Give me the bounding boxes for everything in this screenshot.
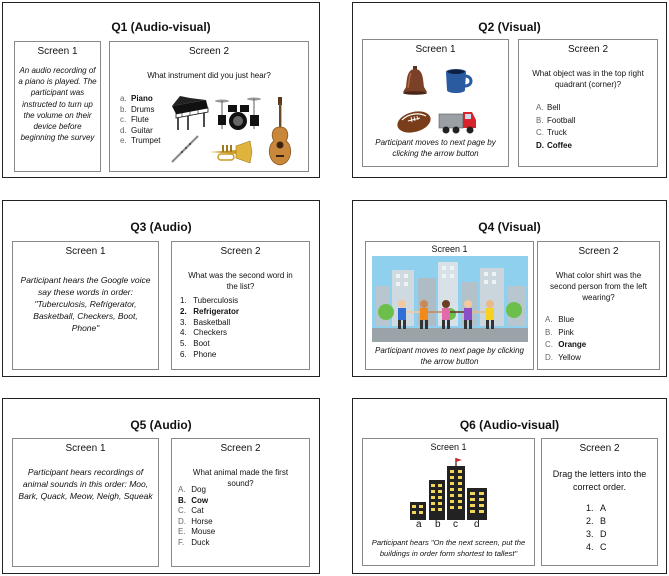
- q1-title: Q1 (Audio-visual): [111, 20, 211, 34]
- q5-panel: [2, 398, 320, 574]
- building-label-b: b: [435, 519, 441, 530]
- q6-question: Drag the letters into the correct order.: [552, 469, 647, 492]
- q3-question: What was the second word in the list?: [188, 271, 293, 291]
- q6-option-3[interactable]: 3. D: [586, 529, 607, 539]
- q3-option-1: 1. Tuberculosis: [180, 296, 239, 305]
- q6-option-1[interactable]: 1. A: [586, 503, 607, 513]
- q4-screen-2-title: Screen 2: [578, 246, 619, 257]
- q4-screen-2: [537, 241, 660, 370]
- q1-screen-2: [109, 41, 309, 172]
- q3-screen-2-title: Screen 2: [220, 246, 261, 257]
- building-label-a: a: [416, 519, 422, 530]
- q5-options: [178, 485, 215, 548]
- q6-screen-2: [541, 438, 658, 566]
- city-people-illustration: [372, 256, 528, 342]
- q4-screen-1-text: Participant moves to next page by clicking the arrow button: [375, 346, 524, 366]
- q2-option-d: D. Coffee: [536, 140, 572, 150]
- q5-screen-1-text: Participant hears recordings of animal sounds in this order: Moo, Bark, Quack, Meow, Neigh, Squeak: [18, 467, 153, 501]
- q6-option-2[interactable]: 2. B: [586, 516, 607, 526]
- q6-panel: [352, 398, 667, 574]
- q3-screen-1: [12, 241, 159, 370]
- q3-screen-1-text: Participant hears the Google voice say these words in order: "Tuberculosis, Refrigerator, Basketball, Checkers, Boot, Phone": [20, 275, 151, 333]
- building-label-c: c: [453, 519, 458, 530]
- q6-options[interactable]: [586, 502, 607, 554]
- q2-screen-2-title: Screen 2: [567, 44, 609, 55]
- q2-panel: [352, 2, 667, 178]
- q5-screen-2-title: Screen 2: [220, 443, 261, 454]
- q1-screen-1-title: Screen 1: [37, 46, 78, 57]
- q4-screen-1-title: Screen 1: [431, 244, 468, 254]
- q1-option-b: b. Drums: [120, 104, 155, 114]
- q5-option-e: E. Mouse: [178, 527, 216, 536]
- q5-option-a: A. Dog: [178, 485, 206, 494]
- q2-option-b: B. Football: [536, 115, 576, 125]
- bell-icon: [401, 65, 429, 97]
- q1-screen-2-title: Screen 2: [188, 46, 230, 57]
- q2-screen-1: [362, 39, 509, 167]
- q2-title: Q2 (Visual): [478, 20, 541, 34]
- q4-panel: [352, 200, 667, 377]
- q5-option-d: D. Horse: [178, 516, 213, 526]
- q4-option-b: B. Pink: [545, 327, 574, 337]
- q1-option-c: c. Flute: [120, 115, 149, 124]
- truck-icon: [438, 108, 478, 136]
- q6-screen-1-text: Participant hears "On the next screen, put the buildings in order form shortest to tallest": [371, 538, 526, 558]
- q1-option-e: e. Trumpet: [120, 136, 161, 145]
- q3-option-2: 2. Refrigerator: [180, 306, 240, 316]
- flute-icon: [170, 134, 200, 164]
- q2-screen-1-text: Participant moves to next page by clicking the arrow button: [375, 138, 496, 158]
- q1-option-d: d. Guitar: [120, 125, 153, 135]
- q5-screen-1: [12, 438, 159, 567]
- q1-screen-1: [14, 41, 101, 172]
- q4-question: What color shirt was the second person from the left wearing?: [550, 271, 647, 302]
- q6-title: Q6 (Audio-visual): [459, 418, 560, 432]
- guitar-icon: [265, 97, 295, 167]
- trumpet-icon: [208, 140, 254, 164]
- buildings-illustration: [409, 458, 489, 520]
- piano-icon: [170, 94, 210, 132]
- q2-question: What object was in the top right quadrant (corner)?: [532, 69, 644, 89]
- q2-option-a: A. Bell: [536, 103, 561, 112]
- q5-option-c: C. Cat: [178, 506, 204, 515]
- q1-options: [120, 94, 161, 147]
- q5-option-f: F. Duck: [178, 537, 210, 547]
- q3-screen-1-title: Screen 1: [65, 246, 106, 257]
- q3-screen-2: [171, 241, 310, 370]
- q4-screen-1: [365, 241, 534, 370]
- coffee-icon: [443, 66, 473, 96]
- q3-option-6: 6. Phone: [180, 349, 217, 359]
- q5-screen-1-title: Screen 1: [65, 443, 106, 454]
- q2-screen-2: [518, 39, 658, 167]
- q4-title: Q4 (Visual): [478, 220, 541, 234]
- q2-screen-1-title: Screen 1: [415, 44, 456, 55]
- q4-option-c: C. Orange: [545, 340, 587, 349]
- q5-option-b: B. Cow: [178, 495, 209, 505]
- q3-panel: [2, 200, 320, 377]
- q1-option-a: a. Piano: [120, 94, 153, 103]
- q1-screen-1-text: An audio recording of a piano is played. The participant was instructed to turn up the volume on their device before beginning the survey: [18, 66, 97, 143]
- q3-options: [180, 296, 239, 361]
- q1-question: What instrument did you just hear?: [147, 71, 271, 80]
- q5-title: Q5 (Audio): [130, 418, 192, 432]
- q6-screen-1-title: Screen 1: [430, 442, 467, 452]
- q3-option-4: 4. Checkers: [180, 328, 228, 338]
- q6-option-4[interactable]: 4. C: [586, 542, 607, 552]
- q6-screen-2-title: Screen 2: [579, 443, 620, 454]
- q5-screen-2: [171, 438, 310, 567]
- q2-option-c: C. Truck: [536, 128, 567, 137]
- q4-option-d: D. Yellow: [545, 352, 581, 362]
- q2-options: [536, 102, 575, 152]
- drums-icon: [214, 95, 262, 131]
- q5-question: What animal made the first sound?: [192, 468, 289, 488]
- q1-panel: [2, 2, 320, 178]
- q4-options: [545, 314, 586, 364]
- q6-screen-1: [362, 438, 535, 566]
- building-label-d: d: [474, 519, 480, 530]
- q3-title: Q3 (Audio): [130, 220, 192, 234]
- q3-option-5: 5. Boot: [180, 339, 210, 349]
- football-icon: [396, 110, 432, 134]
- q4-option-a: A. Blue: [545, 315, 575, 324]
- q3-option-3: 3. Basketball: [180, 317, 231, 327]
